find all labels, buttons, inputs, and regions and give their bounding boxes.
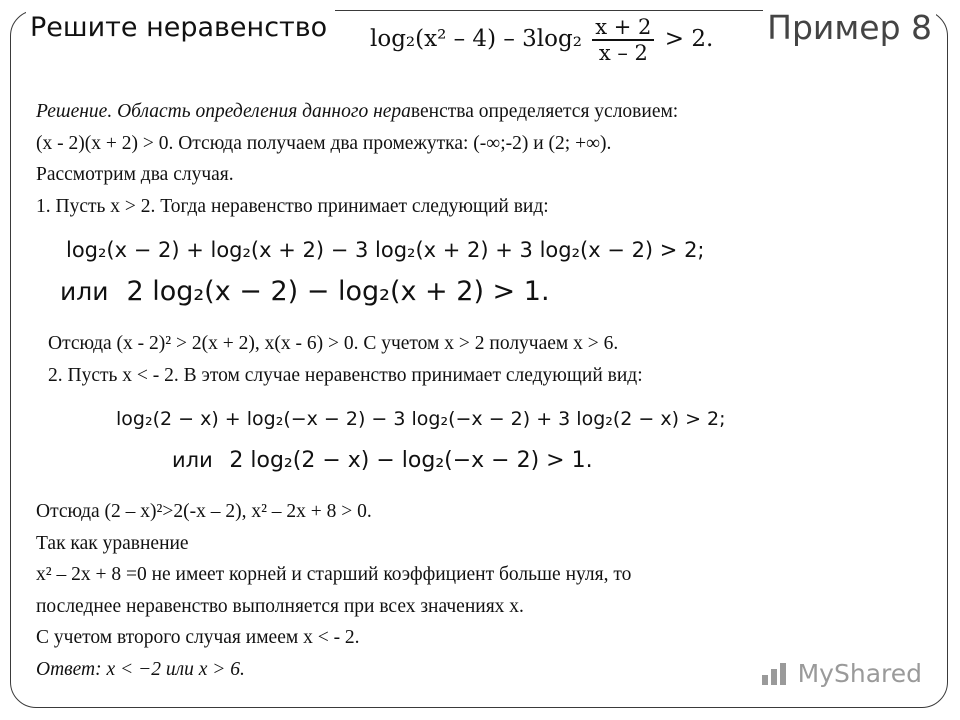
fraction-denominator: x – 2 bbox=[598, 41, 648, 65]
header-fraction bbox=[592, 15, 654, 65]
solution-line-2: (x - 2)(x + 2) > 0. Отсюда получаем два промежутка: (-∞;-2) и (2; +∞). bbox=[36, 132, 612, 154]
conclusion-line-1: Отсюда (2 – x)²>2(-x – 2), x² – 2x + 8 > 0. bbox=[36, 501, 372, 522]
solution-line-3: Рассмотрим два случая. bbox=[36, 164, 234, 185]
case1-result-line-2: 2. Пусть x < - 2. В этом случае неравенство принимает следующий вид: bbox=[48, 364, 643, 386]
case2-formula-2-row bbox=[172, 448, 593, 473]
case1-result-line-1: Отсюда (x - 2)² > 2(x + 2), x(x - 6) > 0. С учетом x > 2 получаем x > 6. bbox=[48, 333, 619, 354]
case1-formula-2: 2 log₂(x − 2) − log₂(x + 2) > 1. bbox=[126, 276, 550, 307]
header-formula bbox=[362, 15, 721, 65]
case2-formula-1: log₂(2 − x) + log₂(−x − 2) − 3 log₂(−x − 2) + 3 log₂(2 − x) > 2; bbox=[116, 408, 726, 430]
conclusion-line-4: последнее неравенство выполняется при всех значениях x. bbox=[36, 595, 524, 617]
solution-line-4: 1. Пусть x > 2. Тогда неравенство принимает следующий вид: bbox=[36, 195, 549, 217]
case1-result bbox=[48, 328, 643, 391]
case2-ili: или bbox=[172, 448, 213, 472]
solution-intro bbox=[36, 96, 678, 222]
slide-title: Решите неравенство bbox=[26, 10, 335, 47]
watermark-logo bbox=[762, 659, 922, 688]
conclusion-line-2: Так как уравнение bbox=[36, 532, 189, 554]
case1-formula-1: log₂(x − 2) + log₂(x + 2) − 3 log₂(x + 2) + 3 log₂(x − 2) > 2; bbox=[66, 238, 705, 262]
header-formula-rhs: > 2. bbox=[664, 26, 714, 52]
answer-text: Ответ: x < −2 или x > 6. bbox=[36, 658, 245, 680]
bar-chart-icon bbox=[762, 663, 792, 685]
case2-formula-2: 2 log₂(2 − x) − log₂(−x − 2) > 1. bbox=[229, 448, 593, 473]
answer bbox=[36, 654, 631, 686]
solution-line-1-italic: Решение. Область определения данного нера bbox=[36, 101, 411, 122]
conclusion-line-5: С учетом второго случая имеем x < - 2. bbox=[36, 627, 360, 648]
case1-formula-2-row bbox=[60, 276, 550, 307]
fraction-numerator: x + 2 bbox=[592, 15, 654, 41]
conclusion bbox=[36, 496, 631, 685]
conclusion-line-3: x² – 2x + 8 =0 не имеет корней и старший коэффициент больше нуля, то bbox=[36, 564, 632, 585]
solution-line-1-rest: венства определяется условием: bbox=[410, 101, 679, 122]
header-formula-left: log₂(x² – 4) – 3log₂ bbox=[370, 26, 582, 52]
watermark-text: MyShared bbox=[797, 659, 922, 688]
example-label: Пример 8 bbox=[763, 8, 936, 47]
solution-line-1 bbox=[36, 96, 678, 128]
case1-ili: или bbox=[60, 277, 109, 306]
